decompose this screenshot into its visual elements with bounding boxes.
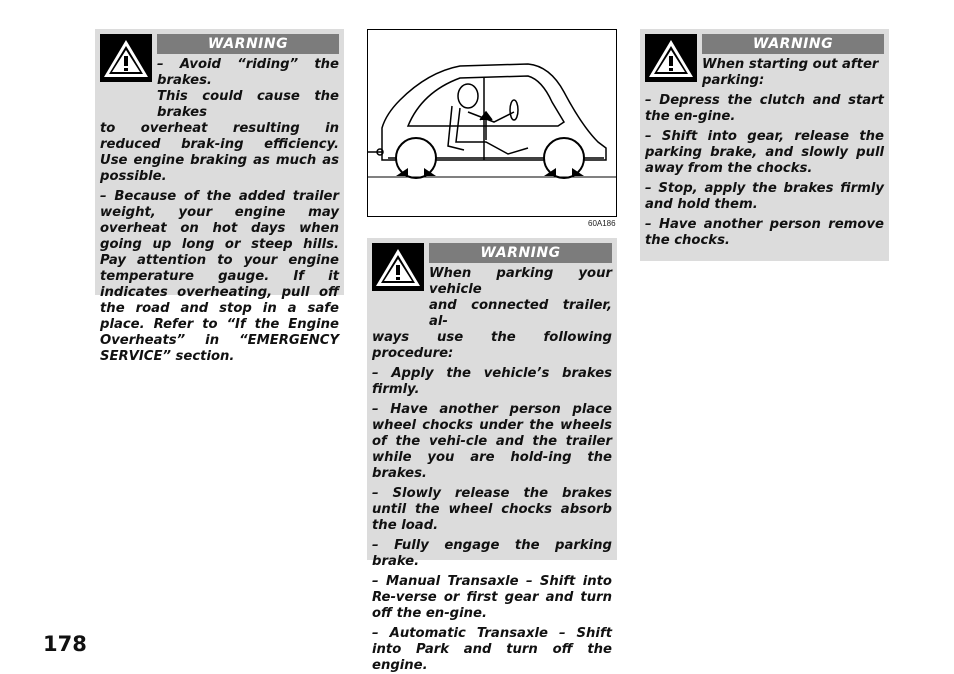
warning-step: – Have another person place wheel chocks under the wheels of the vehi-cle and the trailer while you are hold-ing the brakes. — [372, 402, 612, 481]
warning-title: WARNING — [157, 34, 339, 54]
warning-step: – Slowly release the brakes until the wheel chocks absorb the load. — [372, 486, 612, 533]
warning-intro-rest: to overheat resulting in reduced brak-ing efficiency. Use engine braking as much as possible. — [100, 121, 339, 184]
warning-paragraph: – Because of the added trailer weight, your engine may overheat on hot days when going up long or steep hills. Pay attention to your engine temperature gauge. If it indicates overheating, pull off the road and stop in a safe place. Refer to “If the Engine Overheats” in “EMERGENCY SERVICE” section. — [100, 189, 339, 364]
warning-triangle-icon — [645, 34, 697, 82]
warning-intro-line: When starting out after — [702, 57, 879, 72]
warning-title: WARNING — [429, 243, 612, 263]
warning-step: – Depress the clutch and start the en-gine. — [645, 93, 884, 124]
warning-title: WARNING — [702, 34, 884, 54]
warning-intro-line: and connected trailer, al- — [429, 298, 612, 329]
warning-intro-line: – Avoid “riding” the brakes. — [157, 57, 339, 88]
warning-triangle-icon — [372, 243, 424, 291]
warning-step: – Shift into gear, release the parking brake, and slowly pull away from the chocks. — [645, 129, 884, 176]
warning-step: – Automatic Transaxle – Shift into Park and turn off the engine. — [372, 626, 612, 673]
warning-step: – Manual Transaxle – Shift into Re-verse or first gear and turn off the en-gine. — [372, 574, 612, 621]
figure-code: 60A186 — [588, 219, 616, 228]
warning-step: – Fully engage the parking brake. — [372, 538, 612, 569]
warning-step: – Have another person remove the chocks. — [645, 217, 884, 248]
warning-triangle-icon — [100, 34, 152, 82]
warning-box-left — [95, 29, 344, 364]
warning-step: – Apply the vehicle’s brakes firmly. — [372, 366, 612, 397]
warning-intro-rest: ways use the following procedure: — [372, 330, 612, 361]
page-number: 178 — [43, 632, 87, 656]
warning-intro-line: This could cause the brakes — [157, 89, 339, 120]
car-trailer-illustration — [367, 29, 617, 217]
warning-intro-line: parking: — [702, 73, 765, 88]
warning-box-right — [640, 29, 889, 261]
warning-step: – Stop, apply the brakes firmly and hold them. — [645, 181, 884, 212]
warning-intro-line: When parking your vehicle — [429, 266, 612, 297]
warning-box-middle — [367, 238, 617, 673]
